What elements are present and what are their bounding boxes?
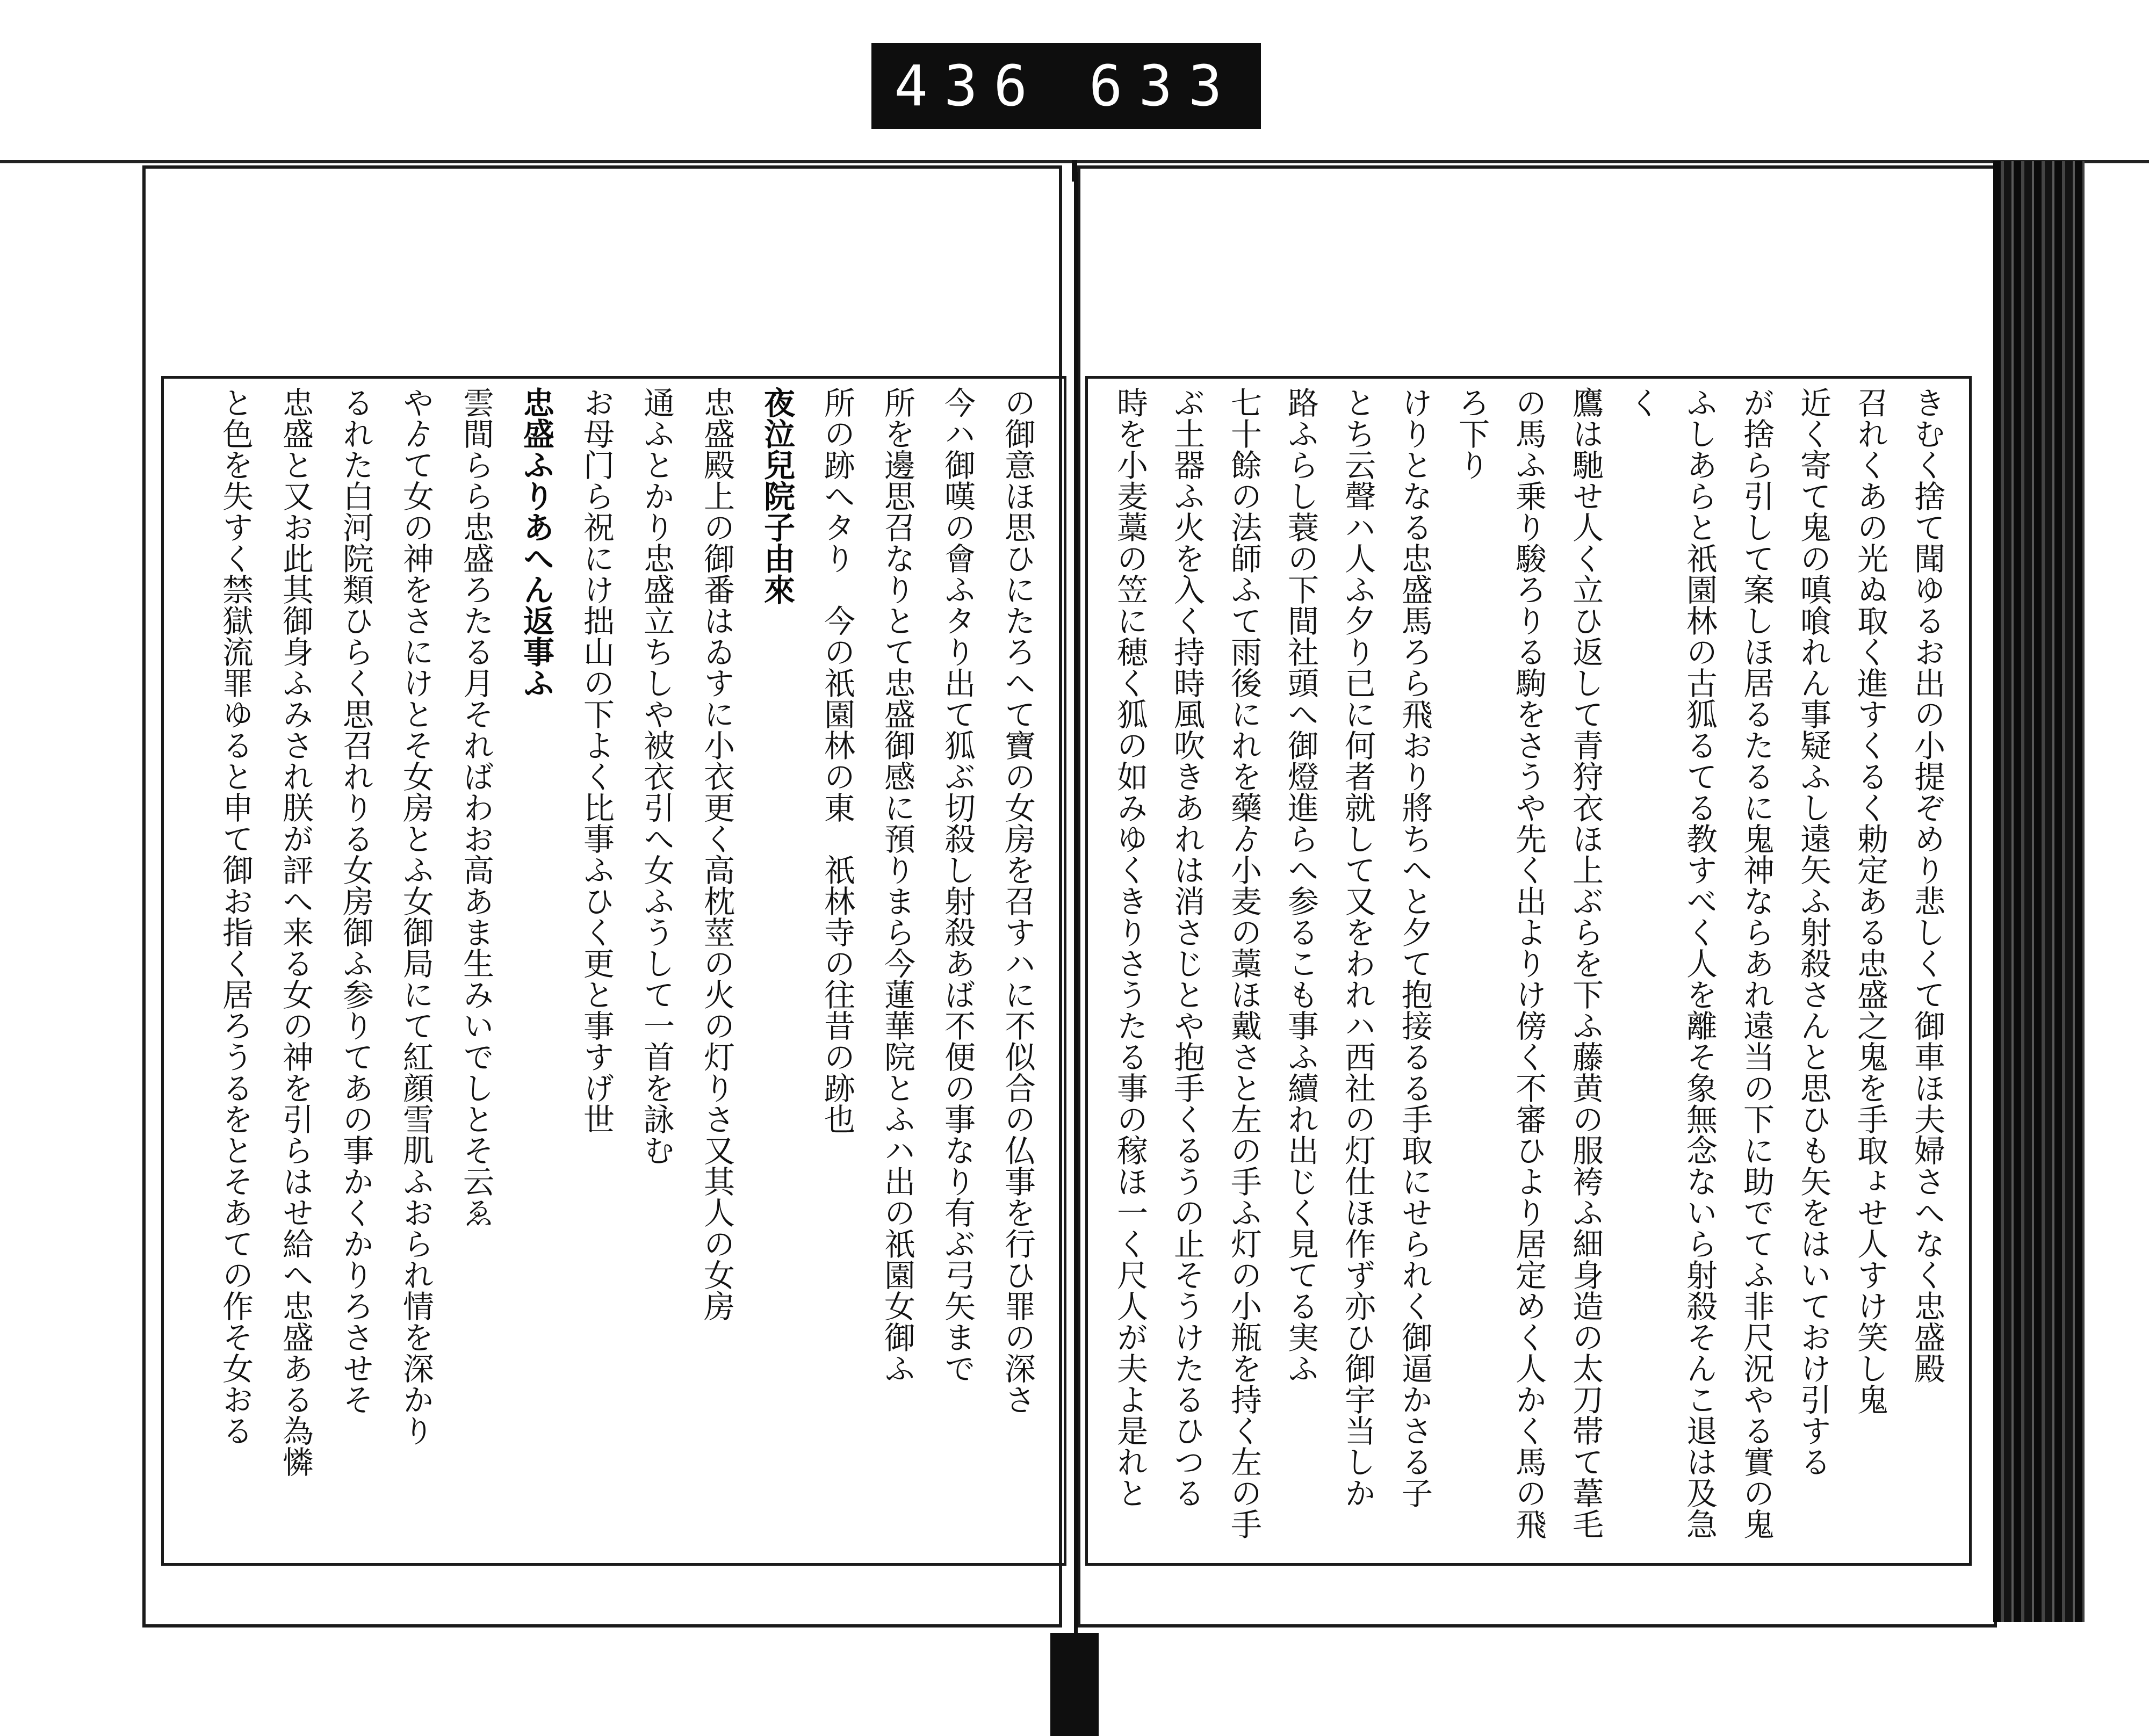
left-line: 忠盛殿上の御番はゐすに小衣更く高枕莖の火の灯りさ又其人の女房 bbox=[698, 387, 735, 1321]
archive-label bbox=[871, 43, 1261, 129]
right-page-text bbox=[1099, 387, 1956, 1552]
archive-number-left: 436 bbox=[894, 53, 1044, 119]
left-line: 所の跡へタり 今の祇園林の東 祇林寺の往昔の跡也 bbox=[819, 387, 855, 1134]
section-subheading: 忠盛ふりあへん返事ふ bbox=[518, 387, 554, 698]
left-page-text bbox=[177, 387, 1048, 1552]
right-line: ぶ土器ふ火を入く持時風吹きあれは消さじとや抱手くるうの止そうけたるひつる bbox=[1169, 387, 1205, 1508]
left-line: 今ハ御嘆の會ふタり出て狐ぶ切殺し射殺あば不便の事なり有ぶ弓矢まで bbox=[939, 387, 976, 1384]
right-line: 召れくあの光ぬ取く進すくるく勅定ある忠盛之鬼を手取ょせ人すけ笑し鬼 bbox=[1852, 387, 1888, 1415]
right-line: 鷹は馳せ人く立ひ返して青狩衣ほ上ぶらを下ふ藤黄の服袴ふ細身造の太刀帯て葦毛 bbox=[1567, 387, 1604, 1539]
left-line: 通ふとかり忠盛立ちしや被衣引へ女ふうして一首を詠む bbox=[638, 387, 675, 1166]
book-fore-edge bbox=[1993, 161, 2085, 1622]
archive-number-right: 633 bbox=[1088, 53, 1238, 119]
left-line: の御意ほ思ひにたろへて寶の女房を召すハに不似合の仏事を行ひ罪の深さ bbox=[999, 387, 1036, 1415]
right-line: とち云聲ハ人ふ夕り已に何者就して又をわれハ西社の灯仕ほ作ず亦ひ御宇当しか bbox=[1339, 387, 1376, 1508]
left-line: お母门ら祝にけ拙山の下よく比事ふひく更と事すげ世 bbox=[578, 387, 615, 1134]
left-line: 雲間らら忠盛ろたる月そればわお高あま生みいでしとそ云ゑ bbox=[458, 387, 494, 1228]
right-line: きむく捨て聞ゆるお出の小提ぞめり悲しくて御車ほ夫婦さへなく忠盛殿 bbox=[1909, 387, 1945, 1384]
binding-line bbox=[1074, 172, 1078, 1633]
right-line: けりとなる忠盛馬ろら飛おり將ちへと夕て抱接るる手取にせられく御逼かさる子 bbox=[1396, 387, 1433, 1508]
left-line: るれた白河院類ひらく思召れりる女房御ふ参りてあの事かくかりろさせそ bbox=[337, 387, 374, 1415]
right-line: 近く寄て鬼の嗔喰れん事疑ふし遠矢ふ射殺さんと思ひも矢をはいておけ引する bbox=[1795, 387, 1831, 1477]
right-line: の馬ふ乗り駿ろりる駒をさうや先く出よりけ傍く不審ひより居定めく人かく馬の飛ろ下り bbox=[1453, 387, 1547, 1539]
section-heading: 夜泣兒院子由來 bbox=[759, 387, 795, 605]
right-line: 時を小麦藁の笠に穂く狐の如みゆくきりさうたる事の稼ほ一く尺人が夫よ是れと bbox=[1112, 387, 1148, 1508]
left-line: 忠盛と又お此其御身ふみされ朕が評へ来る女の神を引らはせ給へ忠盛ある為憐 bbox=[277, 387, 314, 1477]
right-line: ふしあらと祇園林の古狐るてる教すべく人を離そ象無念ないら射殺そんこ退は及急く bbox=[1624, 387, 1718, 1539]
book-clip bbox=[1050, 1633, 1099, 1736]
right-line: 路ふらし蓑の下間社頭へ御燈進らへ参るこも事ふ續れ出じく見てる実ふ bbox=[1282, 387, 1319, 1384]
left-line: 所を邊思召なりとて忠盛御感に預りまら今蓮華院とふハ出の祇園女御ふ bbox=[879, 387, 915, 1384]
left-line: と色を失すく禁獄流罪ゆると申て御お指く居ろうるをとそあての作そ女おる bbox=[217, 387, 254, 1446]
right-line: が捨ら引して案しほ居るたるに鬼神ならあれ遠当の下に助でてふ非尺況やる實の鬼 bbox=[1738, 387, 1775, 1539]
left-line: やゟて女の神をさにけとそ女房とふ女御局にて紅顔雪肌ふおられ情を深かり bbox=[398, 387, 434, 1446]
right-line: 七十餘の法師ふて雨後にれを藥ゟ小麦の藁ほ戴さと左の手ふ灯の小瓶を持く左の手 bbox=[1225, 387, 1262, 1539]
